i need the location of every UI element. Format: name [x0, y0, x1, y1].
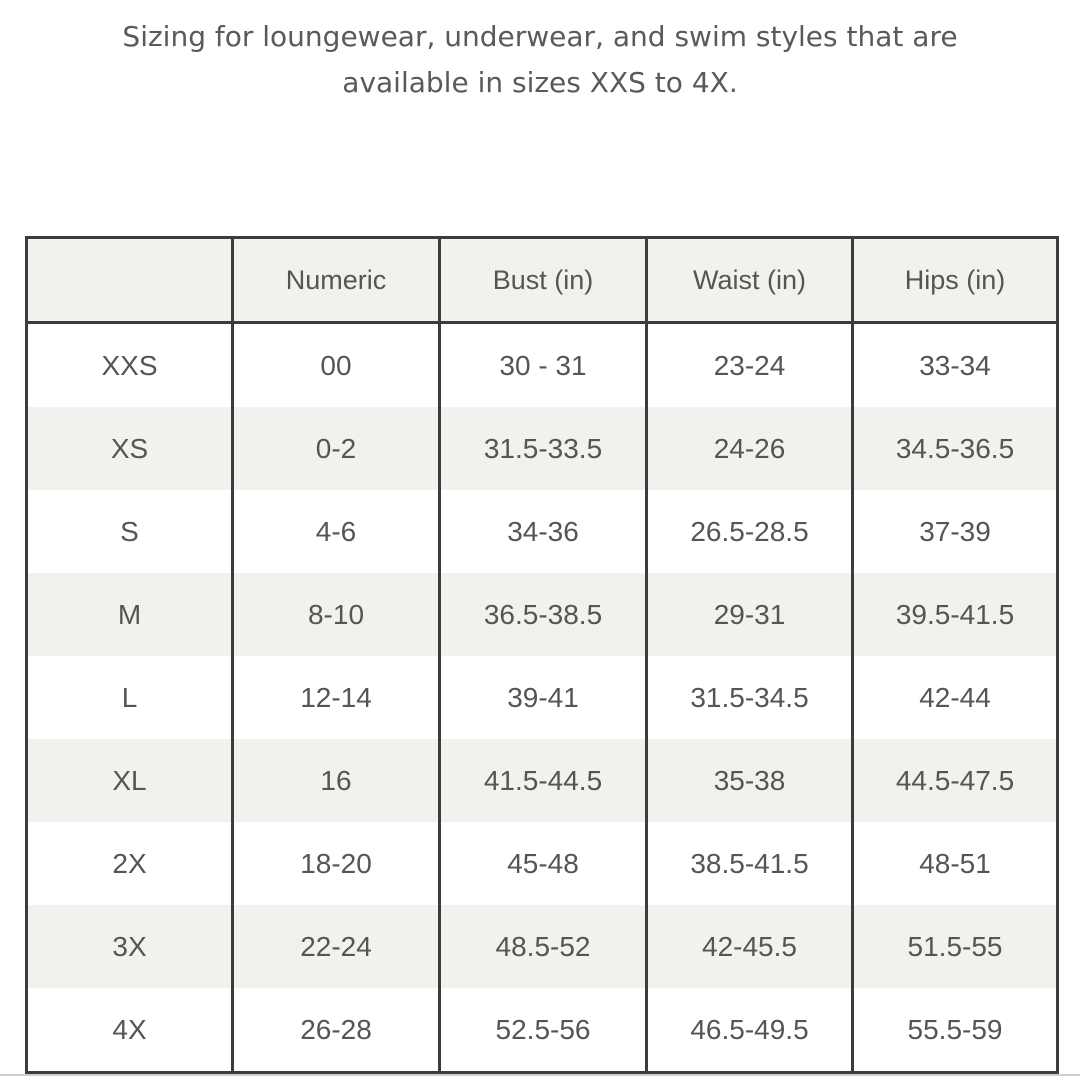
- table-row: [27, 739, 1058, 822]
- bust-cell: 34-36: [440, 490, 647, 573]
- numeric-cell: 16: [233, 739, 440, 822]
- waist-cell: 29-31: [647, 573, 853, 656]
- numeric-cell: 4-6: [233, 490, 440, 573]
- waist-cell: 23-24: [647, 323, 853, 408]
- size-cell: 3X: [27, 905, 233, 988]
- header-numeric: Numeric: [233, 238, 440, 323]
- waist-cell: 42-45.5: [647, 905, 853, 988]
- waist-cell: 24-26: [647, 407, 853, 490]
- hips-cell: 39.5-41.5: [853, 573, 1058, 656]
- table-row: [27, 490, 1058, 573]
- size-cell: 4X: [27, 988, 233, 1073]
- bust-cell: 45-48: [440, 822, 647, 905]
- bust-cell: 36.5-38.5: [440, 573, 647, 656]
- bust-cell: 41.5-44.5: [440, 739, 647, 822]
- size-cell: XL: [27, 739, 233, 822]
- waist-cell: 38.5-41.5: [647, 822, 853, 905]
- bust-cell: 39-41: [440, 656, 647, 739]
- numeric-cell: 22-24: [233, 905, 440, 988]
- size-cell: XS: [27, 407, 233, 490]
- hips-cell: 55.5-59: [853, 988, 1058, 1073]
- header-bust: Bust (in): [440, 238, 647, 323]
- table-row: [27, 407, 1058, 490]
- numeric-cell: 00: [233, 323, 440, 408]
- waist-cell: 35-38: [647, 739, 853, 822]
- waist-cell: 46.5-49.5: [647, 988, 853, 1073]
- table-row: [27, 323, 1058, 408]
- table-row: [27, 822, 1058, 905]
- header-row: [27, 238, 1058, 323]
- table-row: [27, 905, 1058, 988]
- hips-cell: 33-34: [853, 323, 1058, 408]
- numeric-cell: 8-10: [233, 573, 440, 656]
- waist-cell: 26.5-28.5: [647, 490, 853, 573]
- numeric-cell: 26-28: [233, 988, 440, 1073]
- hips-cell: 37-39: [853, 490, 1058, 573]
- header-waist: Waist (in): [647, 238, 853, 323]
- bottom-divider: [0, 1074, 1080, 1076]
- waist-cell: 31.5-34.5: [647, 656, 853, 739]
- hips-cell: 42-44: [853, 656, 1058, 739]
- intro-line-2: available in sizes XXS to 4X.: [342, 66, 738, 99]
- size-cell: M: [27, 573, 233, 656]
- size-chart-table: [25, 236, 1059, 1074]
- size-cell: S: [27, 490, 233, 573]
- header-size: [27, 238, 233, 323]
- bust-cell: 30 - 31: [440, 323, 647, 408]
- hips-cell: 44.5-47.5: [853, 739, 1058, 822]
- size-cell: L: [27, 656, 233, 739]
- numeric-cell: 12-14: [233, 656, 440, 739]
- bust-cell: 52.5-56: [440, 988, 647, 1073]
- numeric-cell: 0-2: [233, 407, 440, 490]
- table-row: [27, 988, 1058, 1073]
- header-hips: Hips (in): [853, 238, 1058, 323]
- table-row: [27, 573, 1058, 656]
- hips-cell: 34.5-36.5: [853, 407, 1058, 490]
- intro-text: [40, 14, 1040, 106]
- hips-cell: 48-51: [853, 822, 1058, 905]
- intro-line-1: Sizing for loungewear, underwear, and swim styles that are: [122, 20, 958, 53]
- table-row: [27, 656, 1058, 739]
- bust-cell: 48.5-52: [440, 905, 647, 988]
- numeric-cell: 18-20: [233, 822, 440, 905]
- size-cell: XXS: [27, 323, 233, 408]
- bust-cell: 31.5-33.5: [440, 407, 647, 490]
- size-cell: 2X: [27, 822, 233, 905]
- hips-cell: 51.5-55: [853, 905, 1058, 988]
